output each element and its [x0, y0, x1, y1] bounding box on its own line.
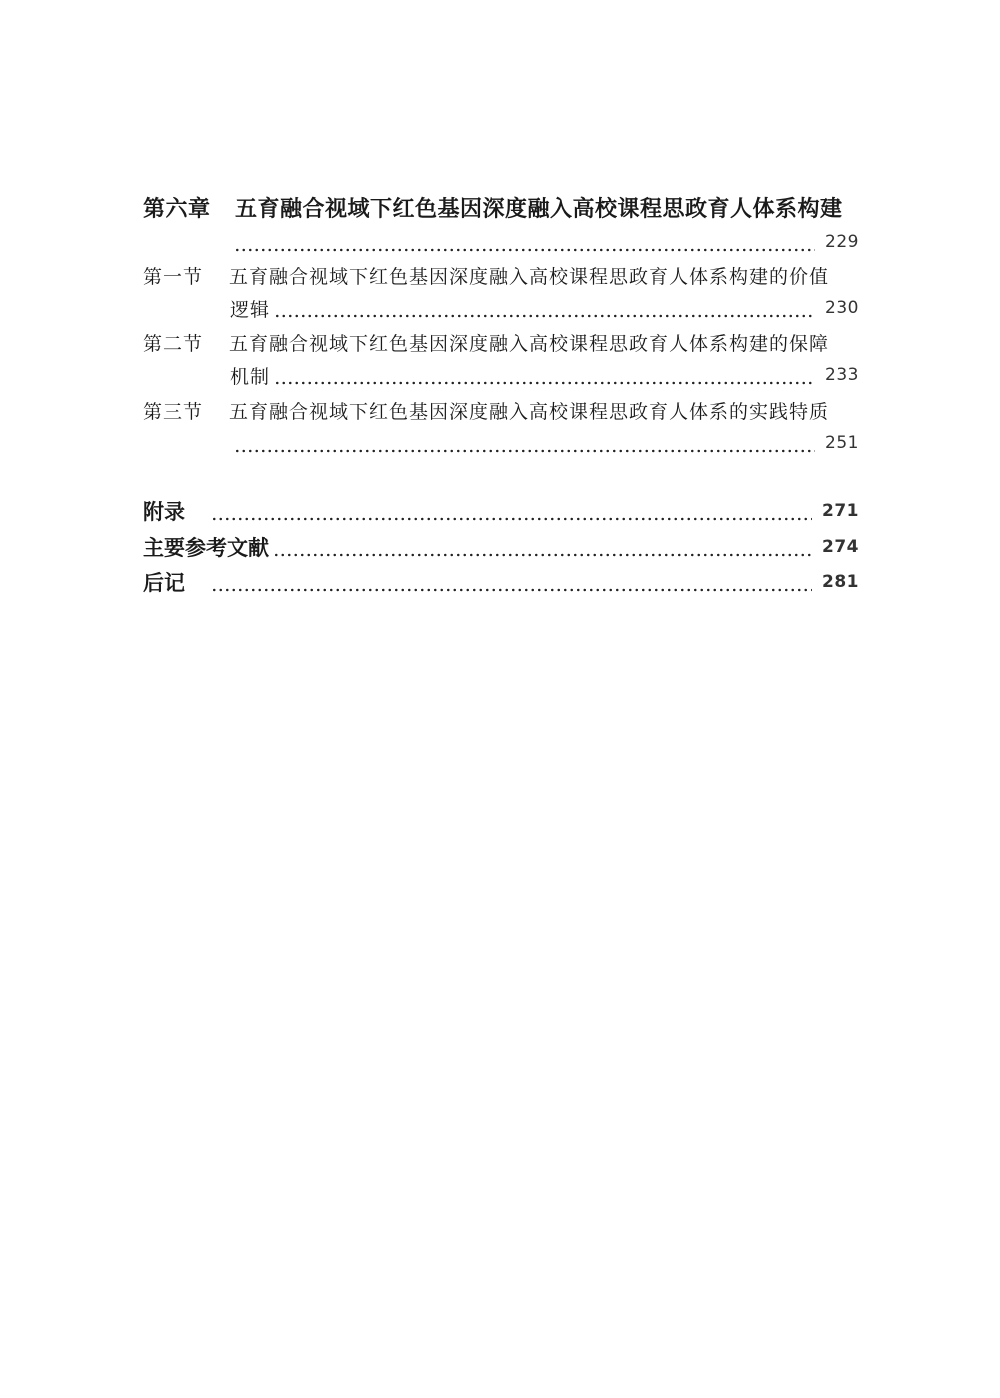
chapter-page-number: 229: [825, 232, 859, 252]
dot-leader: [234, 225, 815, 259]
section-title: 五育融合视域下红色基因深度融入高校课程思政育人体系构建的保障: [229, 332, 830, 355]
section-label: 第二节: [143, 332, 204, 355]
chapter-title: 五育融合视域下红色基因深度融入高校课程思政育人体系构建: [235, 195, 843, 222]
section-label: 第三节: [143, 400, 204, 423]
toc-chapter-page-line: [230, 225, 859, 259]
dot-leader: [211, 494, 812, 528]
chapter-label: 第六章: [143, 195, 211, 222]
back-matter-page-number: 271: [822, 501, 859, 521]
toc-section-1-continuation: [230, 291, 859, 325]
toc-section-1[interactable]: [143, 258, 859, 292]
section-title: 五育融合视域下红色基因深度融入高校课程思政育人体系构建的价值: [229, 265, 830, 288]
toc-references[interactable]: [143, 530, 859, 564]
dot-leader: [234, 426, 815, 460]
section-page-number: 233: [825, 365, 859, 385]
dot-leader: [274, 358, 815, 392]
dot-leader: [274, 291, 815, 325]
back-matter-label: 附录: [143, 499, 185, 524]
back-matter-page-number: 281: [822, 572, 859, 592]
section-page-number: 230: [825, 298, 859, 318]
toc-section-3-page-line: [230, 426, 859, 460]
toc-section-2-continuation: [230, 358, 859, 392]
back-matter-label: 后记: [143, 570, 185, 595]
section-title-continuation: 机制: [230, 365, 271, 388]
back-matter-label: 主要参考文献: [143, 535, 269, 560]
dot-leader: [211, 565, 812, 599]
toc-afterword[interactable]: [143, 565, 859, 599]
toc-section-3[interactable]: [143, 393, 859, 427]
dot-leader: [273, 530, 812, 564]
back-matter-page-number: 274: [822, 537, 859, 557]
toc-appendix[interactable]: [143, 494, 859, 528]
section-page-number: 251: [825, 433, 859, 453]
section-title: 五育融合视域下红色基因深度融入高校课程思政育人体系的实践特质: [229, 400, 830, 423]
section-label: 第一节: [143, 265, 204, 288]
section-title-continuation: 逻辑: [230, 298, 271, 321]
toc-chapter-heading[interactable]: [143, 190, 859, 224]
toc-section-2[interactable]: [143, 325, 859, 359]
